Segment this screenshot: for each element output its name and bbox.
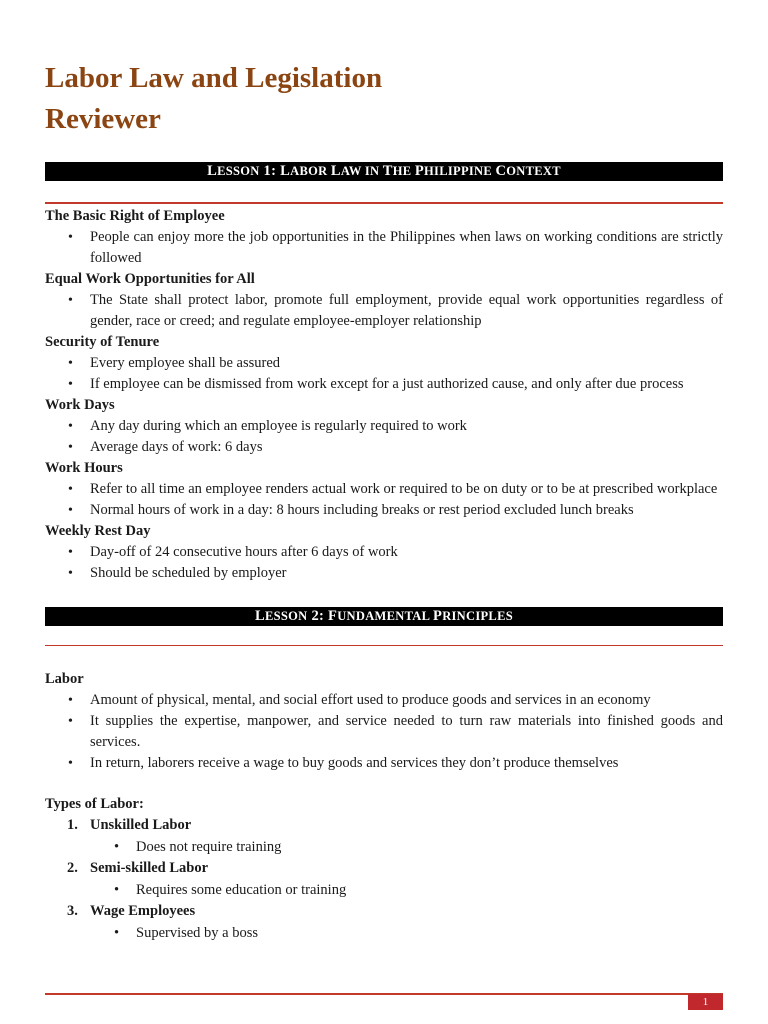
sub-bullet-item: • Supervised by a boss [136,923,723,945]
bullet-list [45,290,723,332]
section-heading: Equal Work Opportunities for All [45,271,255,287]
lesson-2-word-rest: UNDAMENTAL [337,609,430,623]
item-number: 3. [67,903,78,919]
item-number: 2. [67,860,78,876]
bullet-list [45,690,723,774]
numbered-item [45,815,723,837]
item-number: 1. [67,817,78,833]
lesson-1-prefix-cap: L [207,163,218,179]
sub-bullet-item: • Requires some education or training [136,880,723,902]
title-line-2: Reviewer [45,103,161,135]
lesson-2-bar [45,607,723,626]
lesson-1-word-rest: ONTEXT [506,164,561,178]
lesson-1-word-rest: ABOR [290,164,328,178]
lesson-1-body [45,206,723,584]
sub-bullet-list [45,880,723,902]
lesson-1-word-rest: HILIPPINE [424,164,493,178]
lesson-2-prefix-cap: L [255,608,266,624]
lesson-1-word-cap: L [330,163,341,179]
bullet-list [45,353,723,395]
section-heading: Work Days [45,397,115,413]
lesson-1-word-cap: P [414,163,425,179]
footer-divider [45,993,723,995]
lesson-1-word-cap: L [280,163,291,179]
bullet-item: • Should be scheduled by employer [90,563,723,584]
types-heading: Types of Labor: [45,796,144,812]
bullet-item: • Amount of physical, mental, and social effort used to produce goods and services in an economy [90,690,723,711]
lesson-1-word-cap: T [382,163,393,179]
sub-bullet-list [45,837,723,859]
bullet-item: • Refer to all time an employee renders actual work or required to be on duty or to be at prescribed workplace [90,479,723,500]
section-heading: Security of Tenure [45,334,160,350]
sub-bullet-item: • Does not require training [136,837,723,859]
section-heading: Weekly Rest Day [45,523,151,539]
lesson-2-word-cap: F [328,608,338,624]
bullet-item: • Any day during which an employee is regularly required to work [90,416,723,437]
bullet-item: • It supplies the expertise, manpower, and service needed to turn raw materials into finished goods and services. [90,711,723,753]
lesson-1-number: 1: [259,163,281,179]
bullet-list [45,416,723,458]
section-heading: Work Hours [45,460,123,476]
numbered-item [45,858,723,880]
numbered-item [45,901,723,923]
sub-bullet-list [45,923,723,945]
lesson-2-body [45,669,723,944]
bullet-item: • If employee can be dismissed from work except for a just authorized cause, and only after due process [90,374,723,395]
title-line-1: Labor Law and Legislation [45,62,383,94]
lesson-2-word-cap: P [433,608,443,624]
lesson-2-divider [45,645,723,646]
lesson-2-number: 2: [307,608,329,624]
item-label: Semi-skilled Labor [90,860,209,876]
bullet-item: • Average days of work: 6 days [90,437,723,458]
document-page [45,58,723,944]
lesson-2-prefix-rest: ESSON [265,609,308,623]
lesson-1-prefix-rest: ESSON [217,164,260,178]
bullet-list [45,227,723,269]
bullet-list [45,479,723,521]
bullet-item: • Normal hours of work in a day: 8 hours including breaks or rest period excluded lunch breaks [90,500,723,521]
bullet-item: • Day-off of 24 consecutive hours after 6 days of work [90,542,723,563]
bullet-list [45,542,723,584]
lesson-1-divider [45,202,723,204]
bullet-item: • Every employee shall be assured [90,353,723,374]
labor-heading: Labor [45,671,84,687]
lesson-1-bar [45,162,723,181]
item-label: Unskilled Labor [90,817,192,833]
item-label: Wage Employees [90,903,196,919]
bullet-item: • People can enjoy more the job opportunities in the Philippines when laws on working conditions are strictly followed [90,227,723,269]
lesson-1-word-rest: AW IN [340,164,380,178]
lesson-2-word-rest: RINCIPLES [442,609,513,623]
page-number-badge: 1 [688,994,723,1010]
section-heading: The Basic Right of Employee [45,208,225,224]
bullet-item: • In return, laborers receive a wage to buy goods and services they don’t produce themselves [90,753,723,774]
lesson-1-word-rest: HE [392,164,412,178]
document-title [45,58,723,140]
lesson-1-word-cap: C [495,163,507,179]
bullet-item: • The State shall protect labor, promote full employment, provide equal work opportunities regardless of gender, race or creed; and regulate employee-employer relationship [90,290,723,332]
